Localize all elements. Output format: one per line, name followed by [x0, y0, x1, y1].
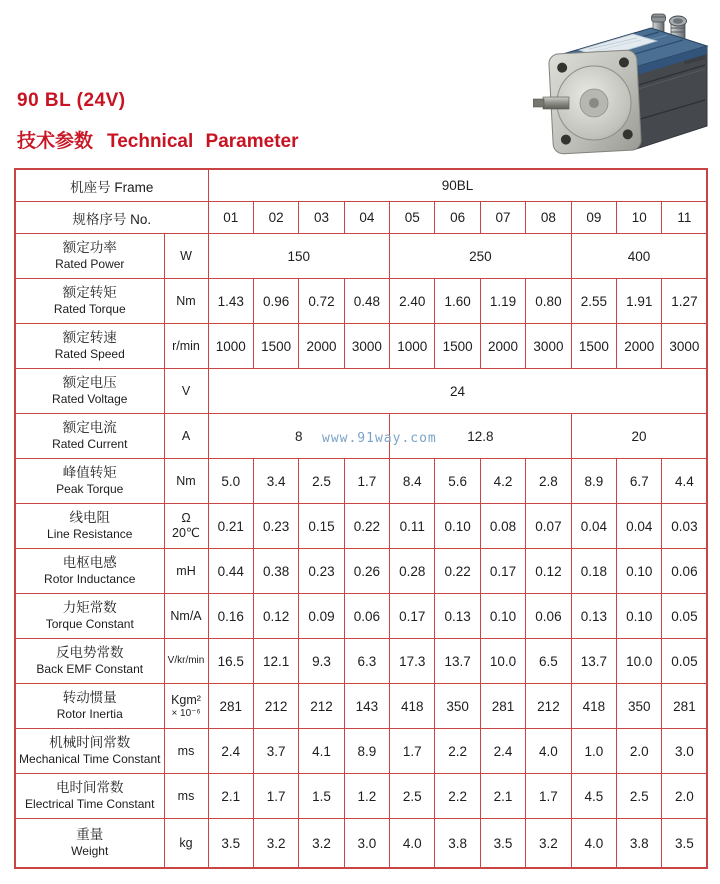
param-value-cell: 0.13: [571, 594, 616, 639]
param-value-cell: 2.5: [617, 774, 662, 819]
param-value-cell: 2.4: [208, 729, 253, 774]
table-header-row: [15, 169, 707, 202]
param-value-cell: 0.80: [526, 279, 571, 324]
motor-photo: [533, 8, 715, 164]
param-value-cell: 2.8: [526, 459, 571, 504]
param-value-cell: 0.28: [390, 549, 435, 594]
param-value-cell: 1500: [571, 324, 616, 369]
table-row: [15, 819, 707, 869]
param-value-cell: 6.3: [344, 639, 389, 684]
param-value-cell: 4.0: [571, 819, 616, 869]
param-label-zh: 反电势常数: [56, 645, 124, 661]
param-label-en: Back EMF Constant: [36, 662, 144, 677]
page-subtitle: [17, 126, 298, 153]
param-value-cell: 3.4: [253, 459, 298, 504]
param-value-cell: 1.60: [435, 279, 480, 324]
param-value-cell: 0.44: [208, 549, 253, 594]
param-label-zh: 电时间常数: [56, 780, 124, 796]
param-label-zh: 额定电压: [62, 375, 117, 391]
spec-no-value-cell: 11: [662, 202, 708, 234]
param-value-cell: 0.06: [662, 549, 708, 594]
param-label-zh: 电枢电感: [62, 555, 117, 571]
param-value-cell: 0.12: [526, 549, 571, 594]
param-label-en: Line Resistance: [47, 527, 133, 542]
param-value-cell: 212: [526, 684, 571, 729]
param-value-cell: 8.9: [344, 729, 389, 774]
param-value-cell: 4.5: [571, 774, 616, 819]
param-label-en: Rated Power: [55, 257, 125, 272]
table-row: [15, 504, 707, 549]
unit-cell: Nm/A: [164, 594, 208, 639]
param-value-cell: 0.26: [344, 549, 389, 594]
param-value-cell: 0.17: [390, 594, 435, 639]
param-value-cell: 3.2: [299, 819, 344, 869]
param-label-en: Mechanical Time Constant: [19, 752, 161, 767]
param-value-cell: 4.0: [390, 819, 435, 869]
param-value-cell: 0.07: [526, 504, 571, 549]
spec-no-value-cell: 08: [526, 202, 571, 234]
param-label-zh: 转动惯量: [62, 690, 117, 706]
param-value-cell: 250: [390, 234, 572, 279]
param-label-en: Rotor Inertia: [56, 707, 123, 722]
param-value-cell: 3.7: [253, 729, 298, 774]
page-title: 90 BL (24V): [17, 90, 126, 111]
param-value-cell: 0.17: [480, 549, 525, 594]
unit-cell: V/kr/min: [164, 639, 208, 684]
table-row: [15, 639, 707, 684]
param-value-cell: 1.0: [571, 729, 616, 774]
param-value-cell: 3.0: [344, 819, 389, 869]
param-value-cell: 0.16: [208, 594, 253, 639]
param-value-cell: 0.23: [253, 504, 298, 549]
unit-cell: V: [164, 369, 208, 414]
param-value-cell: 2.2: [435, 774, 480, 819]
param-label-zh: 额定转矩: [62, 285, 117, 301]
param-value-cell: 3000: [526, 324, 571, 369]
spec-no-value-cell: 09: [571, 202, 616, 234]
param-label-zh: 额定转速: [62, 330, 117, 346]
table-row: [15, 594, 707, 639]
param-value-cell: 12.1: [253, 639, 298, 684]
param-label-cell: [15, 639, 164, 684]
param-value-cell: 3000: [344, 324, 389, 369]
spec-no-value-cell: 01: [208, 202, 253, 234]
spec-no-label-cell: 规格序号 No.: [15, 202, 208, 234]
table-row: [15, 234, 707, 279]
watermark: www.91way.com: [322, 431, 437, 446]
param-value-cell: 0.11: [390, 504, 435, 549]
param-value-cell: 4.1: [299, 729, 344, 774]
param-value-cell: 2.1: [208, 774, 253, 819]
param-value-cell: 6.5: [526, 639, 571, 684]
param-value-cell: 2.55: [571, 279, 616, 324]
param-value-cell: 1.19: [480, 279, 525, 324]
param-value-cell: 0.03: [662, 504, 708, 549]
param-label-cell: [15, 684, 164, 729]
param-value-cell: 0.15: [299, 504, 344, 549]
param-value-cell: 1.43: [208, 279, 253, 324]
param-value-cell: 10.0: [617, 639, 662, 684]
param-value-cell: 0.22: [344, 504, 389, 549]
table-row: [15, 774, 707, 819]
param-value-cell: 0.06: [344, 594, 389, 639]
param-value-cell: 212: [299, 684, 344, 729]
param-value-cell: 1.7: [390, 729, 435, 774]
param-value-cell: 1000: [208, 324, 253, 369]
param-value-cell: 4.2: [480, 459, 525, 504]
spec-no-value-cell: 03: [299, 202, 344, 234]
spec-no-value-cell: 02: [253, 202, 298, 234]
param-value-cell: 1500: [253, 324, 298, 369]
param-value-cell: 0.08: [480, 504, 525, 549]
param-value-cell: 16.5: [208, 639, 253, 684]
param-value-cell: 24: [208, 369, 707, 414]
param-value-cell: 418: [390, 684, 435, 729]
param-value-cell: 2.1: [480, 774, 525, 819]
param-value-cell: 8.9: [571, 459, 616, 504]
param-label-en: Weight: [71, 844, 109, 859]
unit-cell: kg: [164, 819, 208, 869]
table-row: [15, 684, 707, 729]
param-label-en: Rated Voltage: [52, 392, 128, 407]
param-value-cell: 0.38: [253, 549, 298, 594]
page-subtitle-zh: 技术参数: [17, 131, 94, 152]
param-value-cell: 3.5: [662, 819, 708, 869]
param-value-cell: 0.06: [526, 594, 571, 639]
param-value-cell: 12.8: [390, 414, 572, 459]
param-value-cell: 0.72: [299, 279, 344, 324]
spec-no-value-cell: 07: [480, 202, 525, 234]
param-label-cell: [15, 819, 164, 869]
param-label-en: Rated Torque: [53, 302, 126, 317]
param-value-cell: 2000: [299, 324, 344, 369]
param-value-cell: 0.96: [253, 279, 298, 324]
param-value-cell: 3.0: [662, 729, 708, 774]
param-value-cell: 0.10: [617, 549, 662, 594]
param-value-cell: 281: [662, 684, 708, 729]
param-value-cell: 0.10: [480, 594, 525, 639]
frame-label-cell: 机座号 Frame: [15, 169, 208, 202]
param-value-cell: 2.4: [480, 729, 525, 774]
param-value-cell: 0.09: [299, 594, 344, 639]
param-value-cell: 281: [208, 684, 253, 729]
param-value-cell: 2000: [480, 324, 525, 369]
param-value-cell: 2.2: [435, 729, 480, 774]
param-value-cell: 1.7: [344, 459, 389, 504]
unit-cell: W: [164, 234, 208, 279]
param-label-cell: [15, 234, 164, 279]
unit-cell: mH: [164, 549, 208, 594]
param-label-cell: [15, 459, 164, 504]
spec-no-value-cell: 06: [435, 202, 480, 234]
spec-no-value-cell: 04: [344, 202, 389, 234]
param-value-cell: 3.5: [480, 819, 525, 869]
param-value-cell: 3.8: [435, 819, 480, 869]
param-value-cell: 8: [208, 414, 390, 459]
parameter-table-body: [15, 169, 707, 868]
motor-illustration: [533, 8, 715, 164]
param-value-cell: 0.12: [253, 594, 298, 639]
param-value-cell: 212: [253, 684, 298, 729]
param-value-cell: 3.8: [617, 819, 662, 869]
param-value-cell: 1.91: [617, 279, 662, 324]
param-value-cell: 2.40: [390, 279, 435, 324]
param-value-cell: 20: [571, 414, 707, 459]
param-label-zh: 机械时间常数: [49, 735, 131, 751]
param-label-cell: [15, 594, 164, 639]
param-value-cell: 2.5: [390, 774, 435, 819]
param-value-cell: 1.5: [299, 774, 344, 819]
param-label-cell: [15, 324, 164, 369]
parameter-table: [14, 168, 708, 869]
param-value-cell: 4.4: [662, 459, 708, 504]
param-value-cell: 0.04: [571, 504, 616, 549]
param-value-cell: 1.7: [253, 774, 298, 819]
param-value-cell: 143: [344, 684, 389, 729]
param-value-cell: 9.3: [299, 639, 344, 684]
param-value-cell: 3000: [662, 324, 708, 369]
param-value-cell: 3.5: [208, 819, 253, 869]
param-value-cell: 0.05: [662, 594, 708, 639]
param-value-cell: 150: [208, 234, 390, 279]
param-value-cell: 418: [571, 684, 616, 729]
param-value-cell: 1000: [390, 324, 435, 369]
param-value-cell: 400: [571, 234, 707, 279]
param-value-cell: 4.0: [526, 729, 571, 774]
param-label-cell: [15, 279, 164, 324]
param-value-cell: 1.7: [526, 774, 571, 819]
param-label-en: Peak Torque: [56, 482, 124, 497]
param-label-cell: [15, 774, 164, 819]
spec-no-value-cell: 05: [390, 202, 435, 234]
table-row: [15, 324, 707, 369]
param-value-cell: 281: [480, 684, 525, 729]
unit-cell: Kgm² × 10⁻⁶: [164, 684, 208, 729]
param-value-cell: 0.22: [435, 549, 480, 594]
param-value-cell: 5.6: [435, 459, 480, 504]
page-subtitle-en: Technical Parameter: [107, 131, 299, 152]
table-row: [15, 279, 707, 324]
param-value-cell: 2.0: [617, 729, 662, 774]
param-value-cell: 0.13: [435, 594, 480, 639]
param-value-cell: 13.7: [571, 639, 616, 684]
unit-cell: Nm: [164, 279, 208, 324]
unit-cell: r/min: [164, 324, 208, 369]
param-label-en: Torque Constant: [45, 617, 134, 632]
table-row: [15, 549, 707, 594]
param-label-cell: [15, 369, 164, 414]
param-value-cell: 350: [435, 684, 480, 729]
table-header-row: [15, 202, 707, 234]
param-value-cell: 2000: [617, 324, 662, 369]
param-value-cell: 0.10: [617, 594, 662, 639]
param-label-zh: 力矩常数: [62, 600, 117, 616]
param-label-en: Rotor Inductance: [44, 572, 136, 587]
param-value-cell: 1.2: [344, 774, 389, 819]
param-value-cell: 8.4: [390, 459, 435, 504]
param-value-cell: 17.3: [390, 639, 435, 684]
param-value-cell: 3.2: [253, 819, 298, 869]
param-value-cell: 1.27: [662, 279, 708, 324]
param-label-cell: [15, 414, 164, 459]
frame-value-cell: 90BL: [208, 169, 707, 202]
param-value-cell: 1500: [435, 324, 480, 369]
param-label-zh: 重量: [76, 827, 104, 843]
param-label-zh: 额定功率: [62, 240, 117, 256]
table-row: [15, 459, 707, 504]
param-value-cell: 2.0: [662, 774, 708, 819]
param-value-cell: 0.04: [617, 504, 662, 549]
param-value-cell: 0.48: [344, 279, 389, 324]
param-value-cell: 5.0: [208, 459, 253, 504]
spec-no-value-cell: 10: [617, 202, 662, 234]
param-value-cell: 10.0: [480, 639, 525, 684]
param-label-zh: 峰值转矩: [62, 465, 117, 481]
param-value-cell: 13.7: [435, 639, 480, 684]
param-label-en: Rated Speed: [54, 347, 125, 362]
param-label-cell: [15, 729, 164, 774]
param-label-zh: 线电阻: [69, 510, 110, 526]
unit-cell: Ω 20℃: [164, 504, 208, 549]
table-row: [15, 729, 707, 774]
param-value-cell: 0.05: [662, 639, 708, 684]
unit-cell: Nm: [164, 459, 208, 504]
param-value-cell: 350: [617, 684, 662, 729]
param-value-cell: 0.18: [571, 549, 616, 594]
param-label-cell: [15, 504, 164, 549]
param-label-zh: 额定电流: [62, 420, 117, 436]
param-label-en: Rated Current: [52, 437, 128, 452]
param-value-cell: 6.7: [617, 459, 662, 504]
unit-cell: ms: [164, 729, 208, 774]
param-value-cell: 0.23: [299, 549, 344, 594]
table-row: [15, 369, 707, 414]
unit-cell: ms: [164, 774, 208, 819]
unit-cell: A: [164, 414, 208, 459]
param-label-cell: [15, 549, 164, 594]
param-value-cell: 0.10: [435, 504, 480, 549]
param-value-cell: 2.5: [299, 459, 344, 504]
param-value-cell: 0.21: [208, 504, 253, 549]
param-value-cell: 3.2: [526, 819, 571, 869]
param-label-en: Electrical Time Constant: [25, 797, 155, 812]
